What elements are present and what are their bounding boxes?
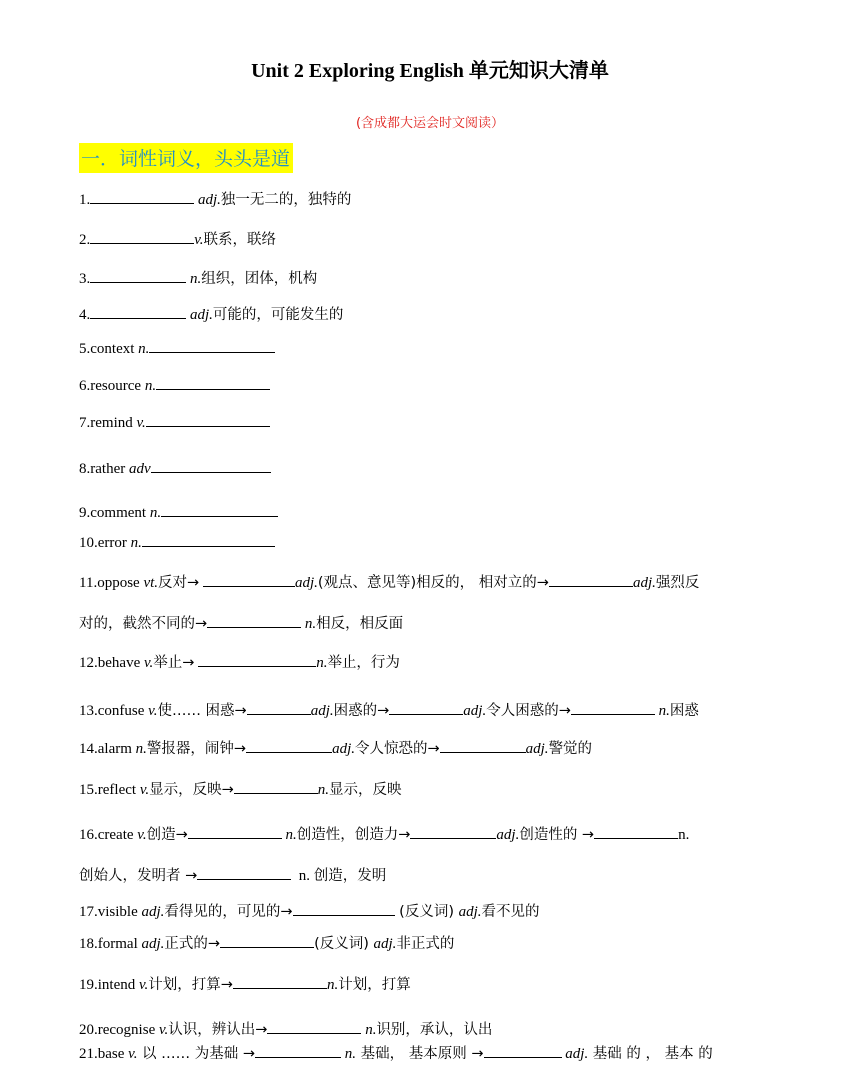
answer-blank[interactable] xyxy=(146,411,270,427)
answer-blank[interactable] xyxy=(484,1042,562,1058)
list-item: 10.error n. xyxy=(79,531,275,553)
answer-blank[interactable] xyxy=(410,823,496,839)
answer-blank[interactable] xyxy=(594,823,678,839)
answer-blank[interactable] xyxy=(234,778,318,794)
answer-blank[interactable] xyxy=(197,864,291,880)
page-subtitle: (含成都大运会时文阅读） xyxy=(355,116,505,131)
answer-blank[interactable] xyxy=(549,571,633,587)
list-item: 9.comment n. xyxy=(79,501,278,523)
list-item: 3. n.组织，团体，机构 xyxy=(79,267,317,289)
list-item: 12.behave v.举止→ n.举止，行为 xyxy=(79,651,400,673)
list-item-continued: 创始人，发明者 → n. 创造，发明 xyxy=(79,864,386,886)
answer-blank[interactable] xyxy=(440,737,526,753)
list-item: 13.confuse v.使…… 困惑→ adj.困惑的→ adj.令人困惑的→ n.困惑 xyxy=(79,699,699,721)
answer-blank[interactable] xyxy=(246,737,332,753)
list-item: 2. v.联系，联络 xyxy=(79,228,276,250)
answer-blank[interactable] xyxy=(220,932,314,948)
answer-blank[interactable] xyxy=(161,501,278,517)
answer-blank[interactable] xyxy=(149,337,275,353)
answer-blank[interactable] xyxy=(188,823,282,839)
answer-blank[interactable] xyxy=(255,1042,341,1058)
list-item: 17.visible adj.看得见的，可见的→ (反义词) adj.看不见的 xyxy=(79,900,540,922)
list-item: 15.reflect v.显示，反映→ n.显示，反映 xyxy=(79,778,402,800)
answer-blank[interactable] xyxy=(207,612,301,628)
answer-blank[interactable] xyxy=(90,228,194,244)
list-item: 6.resource n. xyxy=(79,374,270,396)
answer-blank[interactable] xyxy=(90,303,186,319)
list-item: 5.context n. xyxy=(79,337,275,359)
answer-blank[interactable] xyxy=(156,374,270,390)
list-item: 20.recognise v.认识，辨认出→ n.识别，承认，认出 xyxy=(79,1018,492,1040)
answer-blank[interactable] xyxy=(151,457,271,473)
list-item: 19.intend v.计划，打算→ n.计划，打算 xyxy=(79,973,411,995)
answer-blank[interactable] xyxy=(90,188,194,204)
list-item: 1. adj.独一无二的，独特的 xyxy=(79,188,351,210)
answer-blank[interactable] xyxy=(389,699,463,715)
list-item: 7.remind v. xyxy=(79,411,270,433)
list-item: 8.rather adv xyxy=(79,457,271,479)
answer-blank[interactable] xyxy=(203,571,295,587)
list-item: 4. adj.可能的，可能发生的 xyxy=(79,303,343,325)
section-heading: 一．词性词义，头头是道 xyxy=(79,143,293,173)
list-item: 14.alarm n.警报器，闹钟→ adj.令人惊恐的→ adj.警觉的 xyxy=(79,737,592,759)
answer-blank[interactable] xyxy=(198,651,316,667)
answer-blank[interactable] xyxy=(247,699,311,715)
answer-blank[interactable] xyxy=(267,1018,361,1034)
answer-blank[interactable] xyxy=(293,900,395,916)
answer-blank[interactable] xyxy=(142,531,275,547)
answer-blank[interactable] xyxy=(233,973,327,989)
answer-blank[interactable] xyxy=(571,699,655,715)
answer-blank[interactable] xyxy=(90,267,186,283)
list-item: 18.formal adj.正式的→ (反义词) adj.非正式的 xyxy=(79,932,454,954)
list-item: 16.create v.创造→ n.创造性，创造力→ adj.创造性的 → n. xyxy=(79,823,689,845)
page-title: Unit 2 Exploring English 单元知识大清单 xyxy=(251,60,609,82)
list-item: 11.oppose vt.反对→ adj.(观点、意见等)相反的， 相对立的→ adj.强烈反 xyxy=(79,571,699,593)
list-item: 21.base v. 以 …… 为基础 → n. 基础， 基本原则 → adj. 基础 的 ， 基本 的 xyxy=(79,1042,713,1064)
list-item-continued: 对的，截然不同的→ n.相反，相反面 xyxy=(79,612,403,634)
